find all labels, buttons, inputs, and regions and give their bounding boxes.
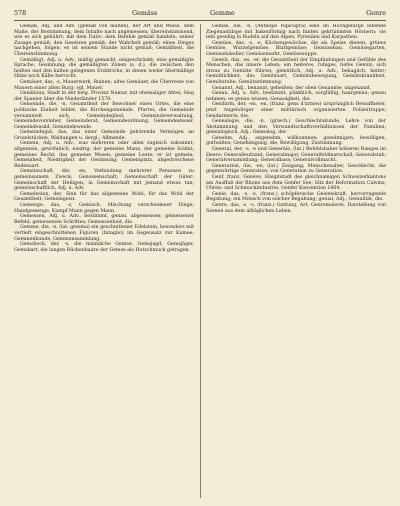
dictionary-entry: Gemse, die, -n, (Antilope rupicapra) eine im Hochgebirge lebende Ziegenantilope mit hakenförmig nach hinten gekrümmten Hörnern; sie lebt gesellig in Rudeln auf den Alpen, Pyrenäen und Karpathen.	[206, 24, 386, 41]
dictionary-entry: Gemeinsinn, der, Sinn für das allgemeine Wohl, für das Wohl der Gesamtheit; Gemeingeist.	[14, 191, 194, 203]
header-right-term: Genre	[366, 9, 386, 17]
dictionary-entry: Genannt, Adj., benannt, geheißen; der oben Genannte; ungenannt.	[212, 85, 372, 91]
dictionary-entry: Gemäß, Adj. und Adv. (gemäß von mäßen), der Art und Weise, dem Maße, der Bestimmung, dem Inhalte nach angemessen; übereinstimmend, wie es sich gebührt; mit dem Dativ: dem Befehle gemäß handeln; seiner Zusage gemäß; den Gesetzen gemäß; der Wahrheit gemäß; eines Dinges nachgehen, folgen; es ist seinem Stande nicht gemäß; Gemäßheit, die Übereinstimmung.	[14, 24, 194, 57]
dictionary-entry: Gemme, die, -n, (lat. gemma) ein geschnittener Edelstein, besonders mit vertieft eingeschnittenen Figuren (Intaglio) im Gegensatz zur Kamee; Gemmenkunde, Gemmensammlung.	[14, 225, 194, 242]
dictionary-entry: Genre, das, -s, -s, (franz.) Gattung, Art; Genremalerei, Darstellung von Szenen aus dem alltäglichen Leben.	[206, 203, 386, 214]
dictionary-entry: Generation, die, -en, (lat.) Zeugung; Menschenalter, Geschlecht; die gegenwärtige Generation; von Generation zu Generation.	[206, 163, 386, 175]
header-middle-term: Gemme	[210, 9, 235, 17]
dictionary-entry: General, der, -s, -e und Generäle, (lat.) Befehlshaber höheren Ranges im Heere; Generalleutnant, Generalmajor, Generalfeldmarschall; Generalstab; Generalversammlung; Generalbass; Generalvollmacht.	[206, 147, 386, 164]
dictionary-entry: Genau, Adj. u. Adv., bestimmt, pünktlich, sorgfältig, haargenau; genau nehmen; es genau wissen; Genauigkeit, die.	[206, 91, 386, 102]
running-header	[14, 8, 386, 21]
header-left-term: Gemäss	[132, 9, 158, 17]
dictionary-entry: Gemeindegut, das, das einer Gemeinde gehörende Vermögen an Grundstücken, Waldungen u. dergl.; Allmende.	[14, 130, 194, 141]
dictionary-entry: Genf, franz. Genève, Hauptstadt des gleichnamigen Schweizerkantons am Ausfluß der Rhone aus dem Genfer See; Sitz der Reformation Calvins; Uhren- und Schmuckindustrie; Genfer Konvention 1864.	[206, 175, 386, 192]
dictionary-entry: Gemein, Adj. u. Adv., was mehreren oder allen zugleich zukommt; allgemein, gewöhnlich, niedrig; der gemeine Mann, der gemeine Soldat; gemeines Recht; das gemeine Wesen; gemeine Leute; er ist gemein; Gemeinheit, Niedrigkeit der Gesinnung; Gemeinplatz, abgedroschene Redensart.	[14, 141, 194, 169]
left-column	[14, 24, 194, 498]
dictionary-entry: Gendarm, der, -en, -en, (franz. gens d'armes) ursprünglich Bewaffneter, jetzt Angehöriger einer militärisch organisierten Polizeitruppe; Gendarmerie, die.	[206, 102, 386, 119]
right-column	[206, 24, 386, 498]
dictionary-entry: Genealogie, die, -n, (griech.) Geschlechtskunde, Lehre von der Abstammung und den Verwandtschaftsverhältnissen der Familien; genealogisch, Adj.; Genealog, der.	[206, 119, 386, 136]
column-divider	[200, 24, 201, 498]
dictionary-entry: Gemeinschaft, die, -en, Verbindung mehrerer Personen zu gemeinsamem Zweck; Genossenschaft; Gemeinschaft der Güter; Gemeinschaft der Heiligen; in Gemeinschaft mit jemand etwas tun; gemeinschaftlich, Adj. u. Adv.	[14, 169, 194, 192]
dictionary-entry: Gemeinde, die, -n, Gesamtheit der Bewohner eines Ortes, die eine politische Einheit bildet; die Kirchengemeinde, Pfarrei; die Gemeinde versammelt sich; Gemeindeglied, Gemeindeverwaltung, Gemeindevorsteher, Gemeinderat, Gemeindeordnung, Gemeindesteuer, Gemeindewald, Gemeindeweide.	[14, 102, 194, 130]
dictionary-entry: Gemüse, das, -s, -e, Küchengewächse, die als Speise dienen; grünes Gemüse, Wurzelgemüse, Blattgemüse; Gemüsebau, Gemüsegarten, Gemüsehändler, Gemüsemarkt, Gemüsesuppe.	[206, 40, 386, 57]
dictionary-entry: Gembloux, Stadt in der belg. Provinz Namur, mit ehemaliger Abtei; Sieg der Spanier über die Niederländer 1578.	[14, 91, 194, 102]
page-number: 578	[14, 9, 27, 17]
dictionary-entry: Genehm, Adj., angenehm, willkommen; genehmigen, bewilligen, gutheißen; Genehmigung, die, Bewilligung, Zustimmung.	[206, 135, 386, 147]
text-columns	[14, 24, 386, 498]
dictionary-entry: Gemüt, das, -es, -er, die Gesamtheit der Empfindungen und Gefühle des Menschen, das innere Leben; ein heiteres, ruhiges, tiefes Gemüt; sich etwas zu Gemüte führen; gemütlich, Adj. u. Adv., behaglich, heiter; Gemütlichkeit, die; Gemütsart, Gemütsbewegung, Gemütskrankheit, Gemütsruhe, Gemütsstimmung.	[206, 57, 386, 85]
dictionary-entry: Genie, das, -s, -s, (franz.) schöpferische Geisteskraft, hervorragende Begabung; ein Mensch von solcher Begabung; genial, Adj.; Genialität, die.	[206, 191, 386, 203]
dictionary-entry: Gemenge, das, -s, Gemisch, Mischung verschiedener Dinge; Handgemenge, Kampf Mann gegen Mann.	[14, 203, 194, 214]
dictionary-entry: Gemessen, Adj. u. Adv., bestimmt, genau, abgemessen; gemessener Befehl; gemessenen Schrittes; Gemessenheit, die.	[14, 214, 194, 225]
dictionary-entry: Gemäßigt, Adj. u. Adv., mäßig gemacht, eingeschränkt; eine gemäßigte Sprache, Gesinnung; die gemäßigten Zonen (s. d.), die zwischen den heißen und den kalten gelegenen Erdstriche, in denen weder übermäßige Hitze noch Kälte herrscht.	[14, 57, 194, 80]
dictionary-entry: Gemäuer, das, -s, Mauerwerk, Ruinen; altes Gemäuer, die Überreste von Mauern einer alten Burg; vgl. Mauer.	[14, 79, 194, 91]
dictionary-entry: Gemsbock, der, -s, die männliche Gemse; Gemsjagd, Gemsjäger, Gemsbart, die langen Rückenhaare der Gemse als Hutschmuck getragen.	[14, 242, 194, 253]
